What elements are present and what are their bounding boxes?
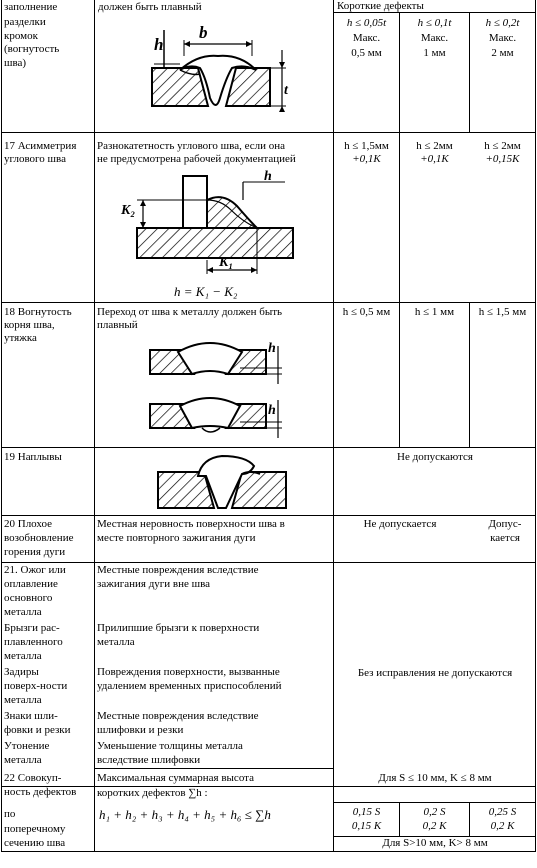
limit-expr: h ≤ 0,1t [417, 17, 452, 29]
limit-value: 0,2 K [422, 820, 447, 832]
row20-name-line: горения дуги [4, 546, 66, 558]
condition-small: Для S ≤ 10 мм, K ≤ 8 мм [378, 772, 492, 784]
limit-line: +0,15K [485, 153, 520, 165]
limit-expr: h ≤ 0,2t [485, 17, 520, 29]
underfill-weld-figure [140, 16, 290, 116]
row21-name-line: фовки и резки [4, 724, 71, 736]
row17-name-line: углового шва [4, 153, 66, 165]
dim-h-label: h [268, 403, 276, 418]
row16-name-line: заполнение [4, 1, 58, 13]
sum-formula: h₁ + h₂ + h₃ + h₄ + h₅ + h₆ ≤ ∑h [99, 807, 271, 822]
limit-value: кается [490, 532, 520, 544]
limit-value: 0,2 S [423, 806, 446, 818]
row21-name-line: 21. Ожог или [4, 564, 66, 576]
row18-name-line: 18 Вогнутость [4, 306, 72, 318]
row22-desc-line: коротких дефектов ∑h : [97, 787, 208, 799]
row17-description-line: Разнокатетность углового шва, если она [97, 140, 286, 152]
row21-name-line: металла [4, 694, 42, 706]
row21-name-line: металла [4, 650, 42, 662]
row21-name-line: Брызги рас- [4, 622, 60, 634]
limit-expr: h ≤ 0,05t [346, 17, 387, 29]
limit-value: 0,15 S [352, 806, 381, 818]
limit-value: 1 мм [423, 47, 446, 59]
dim-k1-label: K₁ [219, 255, 234, 270]
limit-value: 0,25 S [488, 806, 517, 818]
limit-value: Не допускается [363, 518, 437, 530]
row21-desc-line: металла [97, 636, 135, 648]
limit-line: h ≤ 1,5мм [344, 140, 389, 152]
row20-name-line: 20 Плохое [4, 518, 53, 530]
limit-line: +0,1K [352, 153, 381, 165]
row21-name-line: Задиры [4, 666, 39, 678]
limit-value: Без исправления не допускаются [357, 667, 513, 679]
row20-name-line: возобновление [4, 532, 74, 544]
condition-large: Для S>10 мм, K> 8 мм [382, 837, 488, 849]
row22-name-line: сечению шва [4, 837, 66, 849]
row21-name-line: металла [4, 754, 42, 766]
limit-value: h ≤ 1,5 мм [478, 306, 527, 318]
dim-h-label: h [154, 35, 164, 54]
row21-name-line: поверх-ности [4, 680, 68, 692]
row20-description-line: Местная неровность поверхности шва в [97, 518, 285, 530]
short-defects-header: Короткие дефекты [337, 0, 424, 12]
row21-desc-line: Повреждения поверхности, вызванные [97, 666, 280, 678]
row21-name-line: основного [4, 592, 53, 604]
row21-name-line: Утонение [4, 740, 50, 752]
row19-name: 19 Наплывы [4, 451, 62, 463]
row18-description-line: Переход от шва к металлу должен быть [97, 306, 283, 318]
limit-line: +0,1K [420, 153, 449, 165]
row16-name-line: шва) [4, 57, 27, 69]
row21-desc-line: вследствие шлифовки [97, 754, 201, 766]
row17-name-line: 17 Асимметрия [4, 140, 77, 152]
overlap-figure [150, 452, 295, 512]
row21-name-line: Знаки шли- [4, 710, 58, 722]
row21-name-line: оплавление [4, 578, 58, 590]
limit-label: Макс. [352, 32, 381, 44]
limit-value: h ≤ 0,5 мм [342, 306, 391, 318]
row20-description-line: месте повторного зажигания дуги [97, 532, 256, 544]
dim-t-label: t [284, 83, 288, 98]
row21-name-line: металла [4, 606, 42, 618]
limit-value: Не допускаются [397, 451, 473, 463]
row22-name-line: ность дефектов [4, 786, 77, 798]
row18-name-line: утяжка [4, 332, 37, 344]
row22-name-line: 22 Совокуп- [4, 772, 62, 784]
limit-value: 0,5 мм [351, 47, 382, 59]
row16-name-line: (вогнутость [4, 43, 60, 55]
row22-desc-line: Максимальная суммарная высота [97, 772, 254, 784]
limit-value: h ≤ 1 мм [414, 306, 455, 318]
dim-k2-label: K₂ [121, 203, 136, 218]
limit-value: 2 мм [491, 47, 514, 59]
row21-desc-line: Прилипшие брызги к поверхности [97, 622, 260, 634]
limit-value: 0,2 K [490, 820, 515, 832]
limit-value: 0,15 K [351, 820, 382, 832]
limit-label: Макс. [420, 32, 449, 44]
row22-name-line: поперечному [4, 823, 66, 835]
row22-name-line: по [4, 808, 16, 820]
asymmetry-formula: h = K₁ − K₂ [174, 284, 238, 299]
row21-desc-line: Местные повреждения вследствие [97, 564, 259, 576]
row21-desc-line: шлифовки и резки [97, 724, 184, 736]
limit-line: h ≤ 2мм [416, 140, 453, 152]
row17-description-line: не предусмотрена рабочей документацией [97, 153, 296, 165]
dim-h-label: h [264, 169, 272, 184]
row16-name-line: кромок [4, 30, 38, 42]
row21-desc-line: удалением временных приспособлений [97, 680, 282, 692]
limit-value: Допус- [488, 518, 522, 530]
dim-b-label: b [199, 23, 208, 42]
row21-desc-line: Местные повреждения вследствие [97, 710, 259, 722]
row18-name-line: корня шва, [4, 319, 55, 331]
dim-h-label: h [268, 341, 276, 356]
limit-label: Макс. [488, 32, 517, 44]
row18-description-line: плавный [97, 319, 138, 331]
row21-desc-line: зажигания дуги вне шва [97, 578, 211, 590]
limit-line: h ≤ 2мм [484, 140, 521, 152]
row21-name-line: плавленного [4, 636, 63, 648]
row21-desc-line: Уменьшение толщины металла [97, 740, 243, 752]
row16-name-line: разделки [4, 16, 46, 28]
row16-description: должен быть плавный [98, 1, 202, 13]
fillet-asymmetry-figure [125, 170, 305, 280]
